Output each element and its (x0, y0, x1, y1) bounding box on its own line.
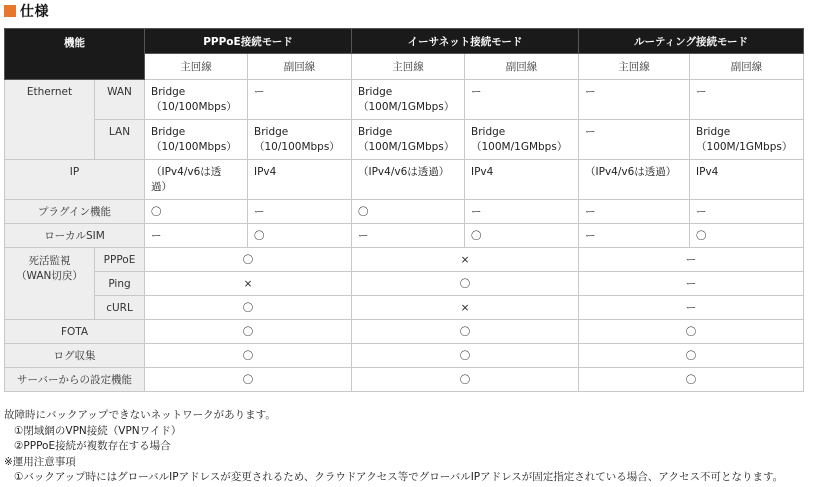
cell (579, 160, 690, 200)
label-ip: IP (5, 160, 145, 200)
label-ethernet: Ethernet (5, 80, 95, 160)
subheader-main-2: 主回線 (352, 54, 465, 80)
cell-line: （IPv4/v6は透過） (358, 166, 450, 178)
cell (690, 120, 804, 160)
section-heading (4, 2, 49, 20)
cell-line: （IPv4/v6は透 (151, 166, 222, 178)
cell-line: Bridge (254, 126, 289, 138)
cell (579, 120, 690, 160)
label-curl: cURL (95, 296, 145, 320)
row-log (5, 344, 804, 368)
cell: 〇 (579, 344, 804, 368)
cell: ー (248, 200, 352, 224)
label-lan: LAN (95, 120, 145, 160)
label-wan: WAN (95, 80, 145, 120)
label-pppoe: PPPoE (95, 248, 145, 272)
notes (4, 408, 783, 486)
cell: 〇 (352, 272, 579, 296)
label-log: ログ収集 (5, 344, 145, 368)
heading-marker (4, 5, 16, 17)
label-ping: Ping (95, 272, 145, 296)
note-line: 故障時にバックアップできないネットワークがあります。 (4, 409, 276, 421)
cell: ー (352, 224, 465, 248)
row-monitor-curl (5, 296, 804, 320)
label-fota: FOTA (5, 320, 145, 344)
cell: ー (579, 224, 690, 248)
cell-line: （100M/1GMbps） (696, 141, 793, 153)
cell-line: IPv4 (254, 166, 277, 178)
cell: 〇 (352, 344, 579, 368)
cell: ー (690, 200, 804, 224)
cell: ー (145, 224, 248, 248)
label-monitor (5, 248, 95, 320)
cell: 〇 (248, 224, 352, 248)
header-mode-routing: ルーティング接続モード (579, 29, 804, 54)
cell (465, 160, 579, 200)
cell (248, 160, 352, 200)
row-ip (5, 160, 804, 200)
cell-line: ー (585, 126, 596, 138)
row-monitor-pppoe (5, 248, 804, 272)
cell: 〇 (352, 320, 579, 344)
cell-line: ー (254, 86, 265, 98)
row-fota (5, 320, 804, 344)
cell (248, 120, 352, 160)
cell: 〇 (579, 320, 804, 344)
section-title: 仕様 (20, 4, 49, 20)
cell (352, 80, 465, 120)
cell: 〇 (145, 368, 352, 392)
note-line: ②PPPoE接続が複数存在する場合 (14, 440, 171, 452)
cell (145, 160, 248, 200)
cell-line: IPv4 (696, 166, 719, 178)
header-row-modes (5, 29, 804, 54)
row-ethernet-wan (5, 80, 804, 120)
row-monitor-ping (5, 272, 804, 296)
cell: ー (465, 200, 579, 224)
cell-line: （100M/1GMbps） (471, 141, 568, 153)
cell (352, 160, 465, 200)
cell (145, 80, 248, 120)
header-mode-pppoe: PPPoE接続モード (145, 29, 352, 54)
label-monitor-line1: 死活監視 (28, 255, 71, 267)
cell: 〇 (145, 200, 248, 224)
cell: 〇 (579, 368, 804, 392)
cell-line: （10/100Mbps） (254, 141, 340, 153)
cell-line: （100M/1GMbps） (358, 101, 455, 113)
cell (248, 80, 352, 120)
cell: ー (579, 200, 690, 224)
cell: 〇 (145, 344, 352, 368)
label-plugin: プラグイン機能 (5, 200, 145, 224)
cell: × (352, 248, 579, 272)
header-feature: 機能 (5, 29, 145, 80)
cell: 〇 (690, 224, 804, 248)
note-line: ※運用注意事項 (4, 455, 76, 468)
note-line: ①閉域網のVPN接続（VPNワイド） (14, 424, 182, 437)
cell-line: 過） (151, 181, 172, 193)
row-ethernet-lan (5, 120, 804, 160)
cell-line: ー (585, 86, 596, 98)
subheader-main-1: 主回線 (145, 54, 248, 80)
cell: 〇 (352, 368, 579, 392)
label-local-sim: ローカルSIM (5, 224, 145, 248)
cell: 〇 (352, 200, 465, 224)
cell-line: Bridge (358, 126, 393, 138)
cell: 〇 (145, 296, 352, 320)
cell (579, 80, 690, 120)
subheader-sub-2: 副回線 (465, 54, 579, 80)
label-monitor-line2: （WAN切戻） (16, 270, 83, 282)
label-remote-config: サーバーからの設定機能 (5, 368, 145, 392)
cell: 〇 (145, 248, 352, 272)
cell: ー (579, 272, 804, 296)
cell-line: IPv4 (471, 166, 494, 178)
cell-line: ー (471, 86, 482, 98)
cell (352, 120, 465, 160)
cell-line: Bridge (358, 86, 393, 98)
cell (465, 80, 579, 120)
header-mode-ethernet: イーサネット接続モード (352, 29, 579, 54)
cell-line: （10/100Mbps） (151, 141, 237, 153)
cell-line: Bridge (151, 86, 186, 98)
subheader-sub-1: 副回線 (248, 54, 352, 80)
cell: × (352, 296, 579, 320)
cell-line: （10/100Mbps） (151, 101, 237, 113)
cell-line: （100M/1GMbps） (358, 141, 455, 153)
cell (690, 160, 804, 200)
cell-line: Bridge (696, 126, 731, 138)
note-line: ①バックアップ時にはグローバルIPアドレスが変更されるため、クラウドアクセス等でグローバルIPアドレスが固定指定されている場合、アクセス不可となります。 (14, 471, 784, 483)
cell-line: （IPv4/v6は透過） (585, 166, 677, 178)
cell-line: Bridge (151, 126, 186, 138)
cell (145, 120, 248, 160)
cell: × (145, 272, 352, 296)
row-remote-config (5, 368, 804, 392)
cell (465, 120, 579, 160)
cell-line: Bridge (471, 126, 506, 138)
cell: ー (579, 296, 804, 320)
row-local-sim (5, 224, 804, 248)
row-plugin (5, 200, 804, 224)
spec-table (4, 28, 804, 392)
cell: ー (579, 248, 804, 272)
cell (690, 80, 804, 120)
cell: 〇 (465, 224, 579, 248)
cell: 〇 (145, 320, 352, 344)
subheader-main-3: 主回線 (579, 54, 690, 80)
cell-line: ー (696, 86, 707, 98)
subheader-sub-3: 副回線 (690, 54, 804, 80)
